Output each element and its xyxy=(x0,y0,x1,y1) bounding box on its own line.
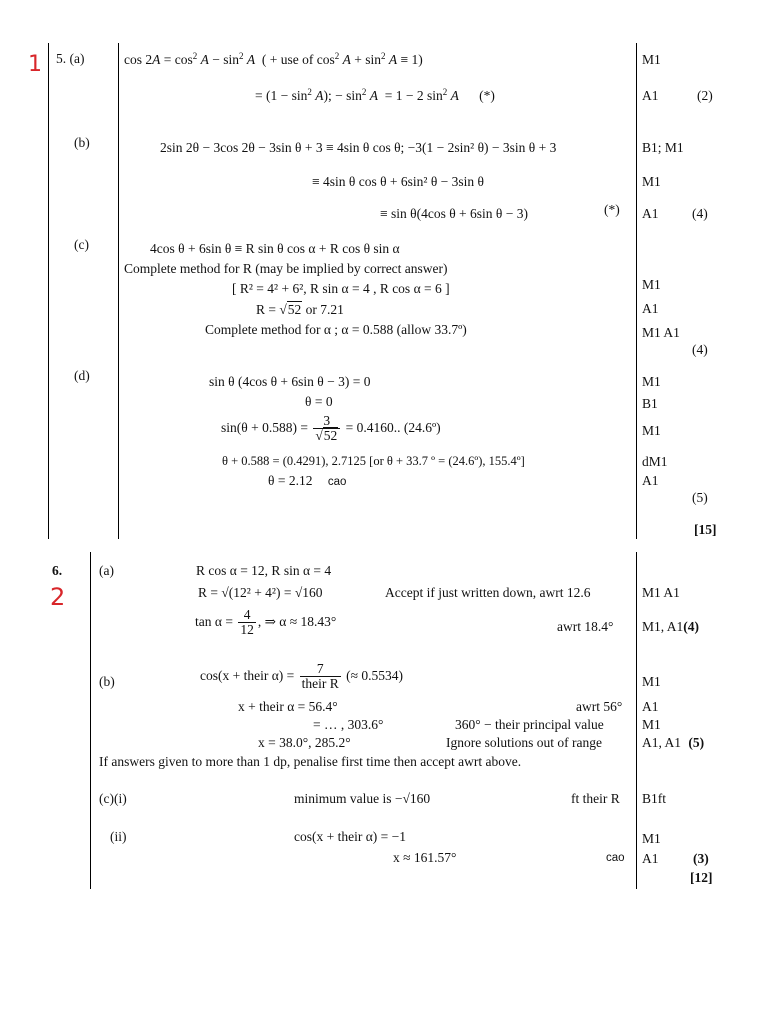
part-c2-label: (ii) xyxy=(110,829,127,844)
mark-a1: M1 xyxy=(642,52,661,67)
part-b-note-3: 360° − their principal value xyxy=(455,717,604,732)
d3-numerator: 3 xyxy=(323,413,331,428)
part-b-note-4: Ignore solutions out of range xyxy=(446,735,602,750)
part-d-line-2: θ = 0 xyxy=(305,394,333,409)
mark-a2-value: M1, A1 xyxy=(642,619,684,634)
marks-divider xyxy=(636,43,637,539)
mark-b4-value: A1, A1 xyxy=(642,735,682,750)
tan-suffix: , ⇒ α ≈ 18.43° xyxy=(257,613,337,629)
part-b-line-2: x + their α = 56.4° xyxy=(238,699,338,714)
part-a-line-2: = $(1 - \sin^2 A)$; − $\sin^2 A = 1 - 2$ $\sin^2 A$ (*) xyxy=(255,87,495,103)
part-b-label: (b) xyxy=(99,674,115,689)
mark-b-total: (5) xyxy=(688,735,705,750)
part-c-label: (c) xyxy=(74,237,89,252)
part-b-line-3: ≡ sin θ(4cos θ + 6sin θ − 3) xyxy=(380,206,528,221)
part-b-penalty-note: If answers given to more than 1 dp, penalise first time then accept awrt above. xyxy=(99,754,522,769)
part-c-line-5: Complete method for α ; α = 0.588 (allow 33.7º) xyxy=(205,322,467,337)
mark-b1: B1; M1 xyxy=(642,140,684,155)
mark-c3: A1 xyxy=(642,851,659,866)
part-c2-line-1: cos(x + their α) = −1 xyxy=(294,829,407,844)
tan-numerator: 4 xyxy=(243,607,251,622)
part-a-line-1: $\cos 2A = \cos^2 A - \sin^2 A$ ( + use of $\cos^2 A + \sin^2 A \equiv 1$) xyxy=(124,51,423,67)
part-a-line-1: R cos α = 12, R sin α = 4 xyxy=(196,563,332,578)
cao-note: cao xyxy=(327,476,347,488)
part-b-line-1 xyxy=(200,662,403,691)
question-5-total: [15] xyxy=(694,522,717,537)
mark-a-total: (2) xyxy=(697,88,713,103)
part-b-line-2: ≡ 4sin θ cos θ + 6sin² θ − 3sin θ xyxy=(312,174,485,189)
r-suffix: or 7.21 xyxy=(302,302,344,317)
d3-denominator: 52 xyxy=(323,428,338,444)
mark-c1: B1ft xyxy=(642,791,667,806)
r-radicand: 52 xyxy=(287,302,302,317)
part-a-label: (a) xyxy=(99,563,114,578)
part-b-line-1: 2sin 2θ − 3cos 2θ − 3sin θ + 3 ≡ 4sin θ cos θ; −3(1 − 2sin² θ) − 3sin θ + 3 xyxy=(160,140,557,155)
left-border xyxy=(48,43,49,539)
mark-a1: M1 A1 xyxy=(642,585,680,600)
question-number: 6. xyxy=(52,563,63,578)
mark-d3: M1 xyxy=(642,423,661,438)
part-c-line-1: minimum value is −√160 xyxy=(294,791,431,806)
mark-b3: M1 xyxy=(642,717,661,732)
question-6-total: [12] xyxy=(690,870,713,885)
marks-divider xyxy=(636,552,637,889)
d5-value: θ = 2.12 xyxy=(268,473,313,488)
part-c-note: ft their R xyxy=(571,791,620,806)
mark-a2: A1 xyxy=(642,88,659,103)
cos-numerator: 7 xyxy=(316,661,324,676)
cos-prefix: cos(x + their α) = xyxy=(200,667,298,683)
mark-c-total: (3) xyxy=(693,851,709,866)
mark-b-total: (4) xyxy=(692,206,708,221)
mark-c2: M1 xyxy=(642,831,661,846)
part-b-line-4: x = 38.0°, 285.2° xyxy=(258,735,351,750)
mark-c-total: (4) xyxy=(692,342,708,357)
part-a-note-1: Accept if just written down, awrt 12.6 xyxy=(385,585,591,600)
cao-note: cao xyxy=(606,852,625,864)
d3-suffix: = 0.4160.. (24.6º) xyxy=(342,419,441,435)
tan-prefix: tan α = xyxy=(195,613,237,629)
mark-d5: A1 xyxy=(642,473,659,488)
part-d-line-4: θ + 0.588 = (0.4291), 2.7125 [or θ + 33.7 º = (24.6º), 155.4º] xyxy=(222,454,525,468)
mark-c2: A1 xyxy=(642,301,659,316)
handwritten-mark-2: 2 xyxy=(50,583,66,611)
mark-b3: A1 xyxy=(642,206,659,221)
part-d-line-1: sin θ (4cos θ + 6sin θ − 3) = 0 xyxy=(209,374,371,389)
cos-suffix: (≈ 0.5534) xyxy=(342,667,404,683)
cos-denominator: their R xyxy=(301,676,339,692)
tan-denominator: 12 xyxy=(240,622,254,638)
part-c-line-3: [ R² = 4² + 6², R sin α = 4 , R cos α = 6 ] xyxy=(232,281,450,296)
part-d-line-5 xyxy=(268,473,346,489)
r-prefix: R = xyxy=(256,302,280,317)
left-border xyxy=(90,552,91,889)
mark-d2: B1 xyxy=(642,396,658,411)
part-b-label: (b) xyxy=(74,135,90,150)
mark-d4: dM1 xyxy=(642,454,668,469)
part-c-line-1: 4cos θ + 6sin θ ≡ R sin θ cos α + R cos θ sin α xyxy=(150,241,400,256)
part-b-star: (*) xyxy=(604,202,620,217)
part-a-note-2: awrt 18.4° xyxy=(557,619,614,634)
part-b-line-3: = … , 303.6° xyxy=(313,717,384,732)
mark-c3: M1 A1 xyxy=(642,325,680,340)
mark-b4 xyxy=(642,735,704,751)
mark-d1: M1 xyxy=(642,374,661,389)
mark-b1: M1 xyxy=(642,674,661,689)
part-d-line-3: sin(θ + 0.588) = $\frac{3}{√52}$ = 0.4160.. (24.6º) xyxy=(221,413,441,444)
mark-a-total: (4) xyxy=(683,619,700,634)
part-c2-line-2: x ≈ 161.57° xyxy=(393,850,457,865)
part-a-line-2: R = √(12² + 4²) = √160 xyxy=(198,585,323,600)
part-d-label: (d) xyxy=(74,368,90,383)
mark-c1: M1 xyxy=(642,277,661,292)
part-c-line-4: R = √52 or 7.21 xyxy=(256,302,344,317)
mark-b2: M1 xyxy=(642,174,661,189)
handwritten-mark-1: 1 xyxy=(28,52,42,77)
mark-a2 xyxy=(642,619,699,635)
part-c-line-2: Complete method for R (may be implied by correct answer) xyxy=(124,261,448,276)
part-c-label: (c)(i) xyxy=(99,791,127,806)
d3-prefix: sin(θ + 0.588) = xyxy=(221,419,312,435)
question-number: 5. (a) xyxy=(56,51,85,66)
mark-b2: A1 xyxy=(642,699,659,714)
mark-d-total: (5) xyxy=(692,490,708,505)
part-b-note-2: awrt 56° xyxy=(576,699,623,714)
column-divider xyxy=(118,43,119,539)
part-a-line-3 xyxy=(195,608,336,637)
